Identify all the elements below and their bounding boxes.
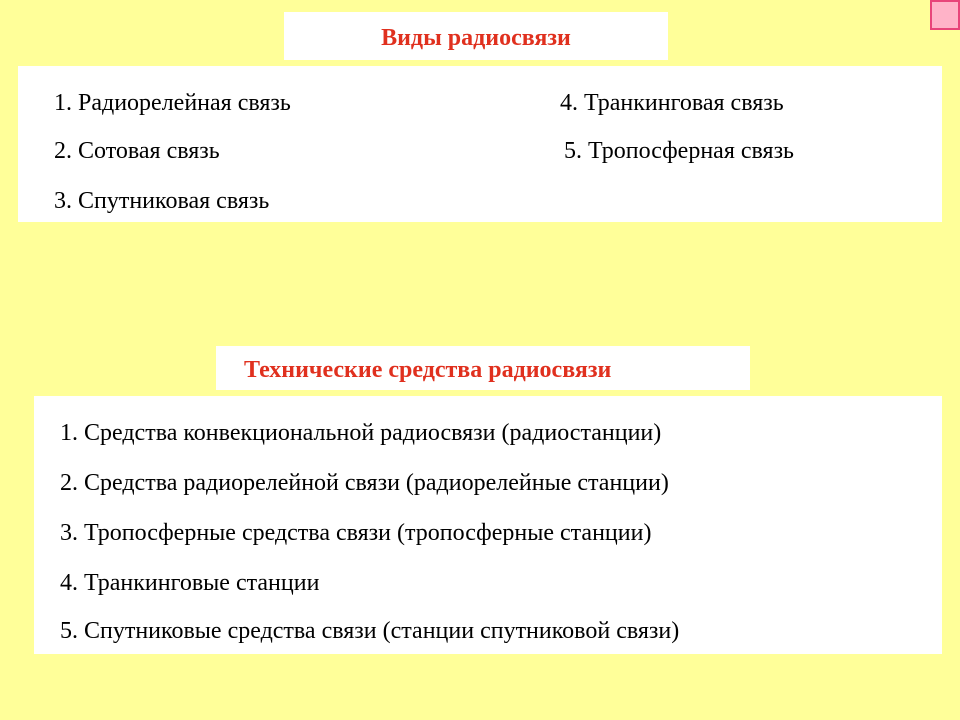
- section2-title: Технические средства радиосвязи: [216, 346, 750, 390]
- section1-title: Виды радиосвязи: [284, 12, 668, 60]
- list-item: 4. Транкинговая связь: [560, 90, 784, 116]
- list-item: 3. Спутниковая связь: [54, 188, 270, 214]
- list-item: 3. Тропосферные средства связи (тропосферные станции): [60, 520, 652, 546]
- list-item: 5. Спутниковые средства связи (станции спутниковой связи): [60, 618, 680, 644]
- list-item: 1. Средства конвекциональной радиосвязи (радиостанции): [60, 420, 662, 446]
- list-item: 2. Средства радиорелейной связи (радиорелейные станции): [60, 470, 669, 496]
- list-item: 1. Радиорелейная связь: [54, 90, 291, 116]
- list-item: 2. Сотовая связь: [54, 138, 220, 164]
- list-item: 4. Транкинговые станции: [60, 570, 320, 596]
- list-item: 5. Тропосферная связь: [564, 138, 795, 164]
- radio-types-box: [18, 66, 942, 222]
- technical-means-box: [34, 396, 942, 654]
- corner-square: [930, 0, 960, 30]
